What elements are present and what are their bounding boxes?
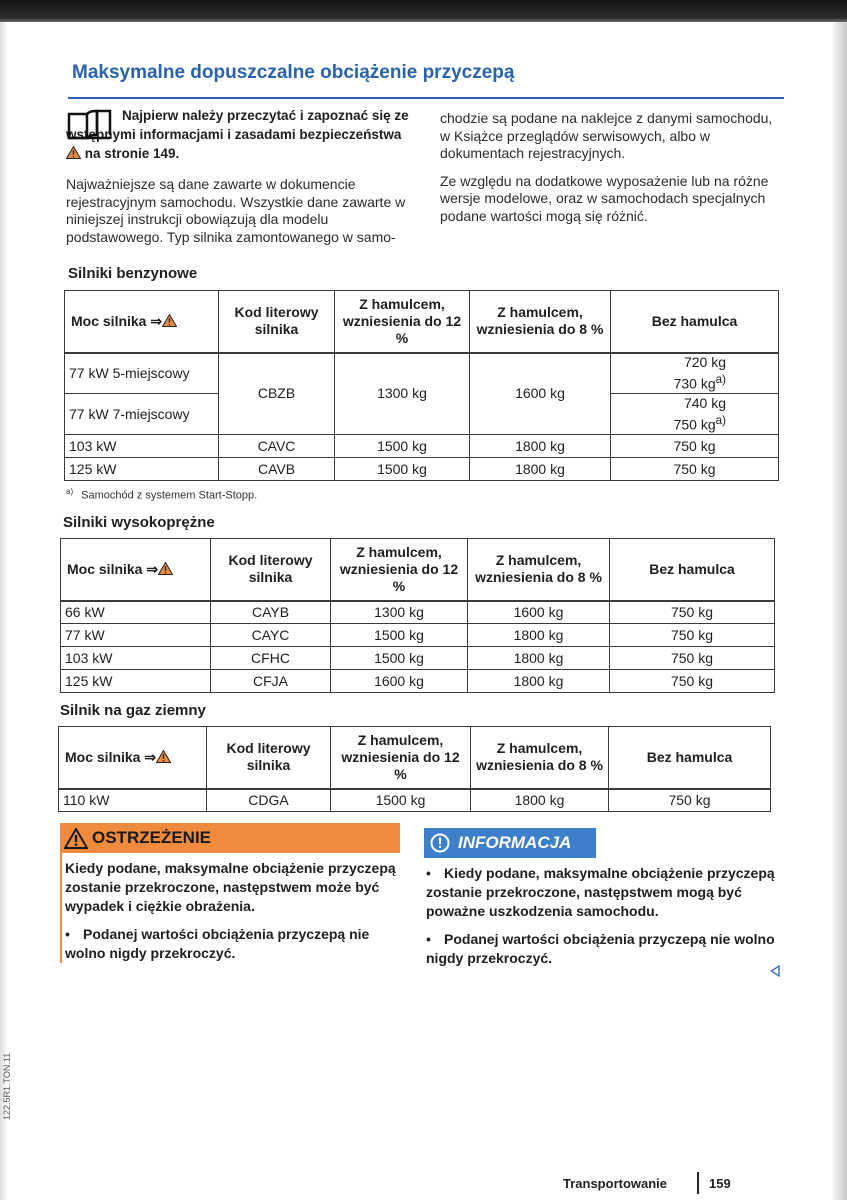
header-z12: Z hamulcem, wzniesienia do 12 % xyxy=(331,539,468,601)
intro-note xyxy=(66,106,411,163)
info-text-1: • Kiedy podane, maksymalne obciążenie przyczepą zostanie przekroczone, następstwem mogą być poważne uszkodzenia samochodu. xyxy=(426,865,775,919)
cell-z8: 1800 kg xyxy=(471,789,609,812)
side-code: 122.5R1.TON.11 xyxy=(2,1052,12,1120)
cell-z8: 1800 kg xyxy=(468,647,610,670)
cell-moc: 77 kW 7-miejscowy xyxy=(65,394,219,435)
scan-top-edge xyxy=(0,0,847,22)
table-row xyxy=(61,601,775,624)
footer-section: Transportowanie xyxy=(563,1176,668,1191)
warning-triangle-icon xyxy=(66,146,81,159)
paragraph-right-2: Ze względu na dodatkowe wyposażenie lub na różne wersje modelowe, oraz w samochodach specjalnych podane wartości mogą się różnić. xyxy=(440,172,769,224)
cell-kod: CDGA xyxy=(207,789,331,812)
right-column xyxy=(440,110,785,225)
header-z8: Z hamulcem, wzniesienia do 8 % xyxy=(470,291,611,353)
cell-moc: 125 kW xyxy=(61,670,211,693)
gas-table xyxy=(58,726,771,812)
cell-z8: 1600 kg xyxy=(468,601,610,624)
header-z12: Z hamulcem, wzniesienia do 12 % xyxy=(335,291,470,353)
gas-heading: Silnik na gaz ziemny xyxy=(60,702,206,719)
warning-header xyxy=(60,823,400,853)
cell-moc: 125 kW xyxy=(65,458,219,481)
petrol-heading: Silniki benzynowe xyxy=(68,265,198,282)
page-title: Maksymalne dopuszczalne obciążenie przyczepą xyxy=(72,62,515,83)
cell-kod: CFJA xyxy=(211,670,331,693)
header-moc: Moc silnika ⇒ xyxy=(59,727,207,789)
table-header-row xyxy=(61,539,775,601)
table-row xyxy=(59,789,771,812)
cell-z12: 1300 kg xyxy=(331,601,468,624)
header-z8: Z hamulcem, wzniesienia do 8 % xyxy=(468,539,610,601)
warning-triangle-icon xyxy=(64,828,88,849)
cell-moc: 103 kW xyxy=(65,435,219,458)
cell-moc: 66 kW xyxy=(61,601,211,624)
diesel-heading: Silniki wysokoprężne xyxy=(63,514,215,531)
scan-right-edge xyxy=(833,22,847,1200)
cell-moc: 110 kW xyxy=(59,789,207,812)
cell-z12: 1500 kg xyxy=(335,458,470,481)
cell-moc: 103 kW xyxy=(61,647,211,670)
cell-kod: CAYC xyxy=(211,624,331,647)
cell-kod: CAYB xyxy=(211,601,331,624)
cell-bez: 750 kg xyxy=(610,647,775,670)
cell-kod: CAVB xyxy=(219,458,335,481)
cell-z8: 1600 kg xyxy=(470,353,611,435)
warning-text-1: Kiedy podane, maksymalne obciążenie przyczepą zostanie przekroczone, następstwem może być wypadek i ciężkie obrażenia. xyxy=(65,860,396,914)
page-number: 159 xyxy=(709,1176,731,1191)
header-bez: Bez hamulca xyxy=(611,291,779,353)
cell-kod: CAVC xyxy=(219,435,335,458)
header-moc: Moc silnika ⇒ xyxy=(61,539,211,601)
warning-text-2: • Podanej wartości obciążenia przyczepą nie wolno nigdy przekroczyć. xyxy=(65,926,370,961)
warning-triangle-icon xyxy=(158,562,173,575)
header-z12: Z hamulcem, wzniesienia do 12 % xyxy=(331,727,471,789)
cell-z12: 1500 kg xyxy=(331,789,471,812)
cell-bez: 750 kg xyxy=(611,435,779,458)
warning-triangle-icon xyxy=(162,314,177,327)
warning-label: OSTRZEŻENIE xyxy=(92,828,212,847)
info-header xyxy=(424,828,596,858)
petrol-table xyxy=(64,290,779,481)
cell-z12: 1300 kg xyxy=(335,353,470,435)
warning-body xyxy=(60,853,400,963)
warning-triangle-icon xyxy=(156,750,171,763)
header-bez: Bez hamulca xyxy=(609,727,771,789)
cell-z8: 1800 kg xyxy=(470,435,611,458)
cell-bez: 750 kg xyxy=(610,601,775,624)
table-header-row xyxy=(65,291,779,353)
scan-left-edge xyxy=(0,22,8,1200)
left-column xyxy=(66,106,411,246)
table-row xyxy=(61,647,775,670)
header-kod: Kod literowy silnika xyxy=(211,539,331,601)
header-bez: Bez hamulca xyxy=(610,539,775,601)
diesel-table xyxy=(60,538,775,693)
cell-z12: 1500 kg xyxy=(331,624,468,647)
warning-box xyxy=(60,823,400,963)
book-icon xyxy=(66,108,116,140)
paragraph-left: Najważniejsze są dane zawarte w dokumencie rejestracyjnym samochodu. Wszystkie dane zawarte w niniejszej instrukcji obowiązują dla modelu podstawowego. Typ silnika zamontowanego w samo- xyxy=(66,176,406,245)
table-row xyxy=(65,353,779,394)
info-label: INFORMACJA xyxy=(458,833,572,852)
header-moc: Moc silnika ⇒ xyxy=(65,291,219,353)
table-header-row xyxy=(59,727,771,789)
header-kod: Kod literowy silnika xyxy=(219,291,335,353)
info-circle-icon xyxy=(430,833,450,853)
cell-bez: 750 kg xyxy=(610,624,775,647)
footnote: $^{a)}$ Samochód z systemem Start-Stopp. xyxy=(66,487,258,502)
cell-z12: 1600 kg xyxy=(331,670,468,693)
info-box xyxy=(424,828,784,968)
cell-z12: 1500 kg xyxy=(335,435,470,458)
cell-z8: 1800 kg xyxy=(468,624,610,647)
cell-moc: 77 kW xyxy=(61,624,211,647)
info-body xyxy=(424,858,784,968)
table-row xyxy=(61,624,775,647)
cell-bez: 720 kg 730 $kg^{a)}$ xyxy=(611,353,779,394)
cell-z8: 1800 kg xyxy=(470,458,611,481)
cell-bez: 750 kg xyxy=(611,458,779,481)
header-kod: Kod literowy silnika xyxy=(207,727,331,789)
table-row xyxy=(65,458,779,481)
cell-moc: 77 kW 5-miejscowy xyxy=(65,353,219,394)
info-text-2: • Podanej wartości obciążenia przyczepą nie wolno nigdy przekroczyć. xyxy=(426,931,775,966)
header-z8: Z hamulcem, wzniesienia do 8 % xyxy=(471,727,609,789)
cell-z12: 1500 kg xyxy=(331,647,468,670)
title-underline xyxy=(68,97,784,99)
cell-bez: 750 kg xyxy=(609,789,771,812)
intro-text: Najpierw należy przeczytać i zapoznać się ze wstępnymi informacjami i zasadami bezpieczeństwa na stronie 149. xyxy=(66,108,409,161)
table-row xyxy=(61,670,775,693)
cell-kod: CFHC xyxy=(211,647,331,670)
table-row xyxy=(65,435,779,458)
cell-kod: CBZB xyxy=(219,353,335,435)
paragraph-right-1: chodzie są podane na naklejce z danymi samochodu, w Książce przeglądów serwisowych, albo w dokumentach rejestracyjnych. xyxy=(440,110,773,161)
footer-divider xyxy=(697,1172,699,1194)
cell-z8: 1800 kg xyxy=(468,670,610,693)
cell-bez: 750 kg xyxy=(610,670,775,693)
cell-bez: 740 kg 750 $kg^{a)}$ xyxy=(611,394,779,435)
back-arrow-icon xyxy=(770,965,780,977)
